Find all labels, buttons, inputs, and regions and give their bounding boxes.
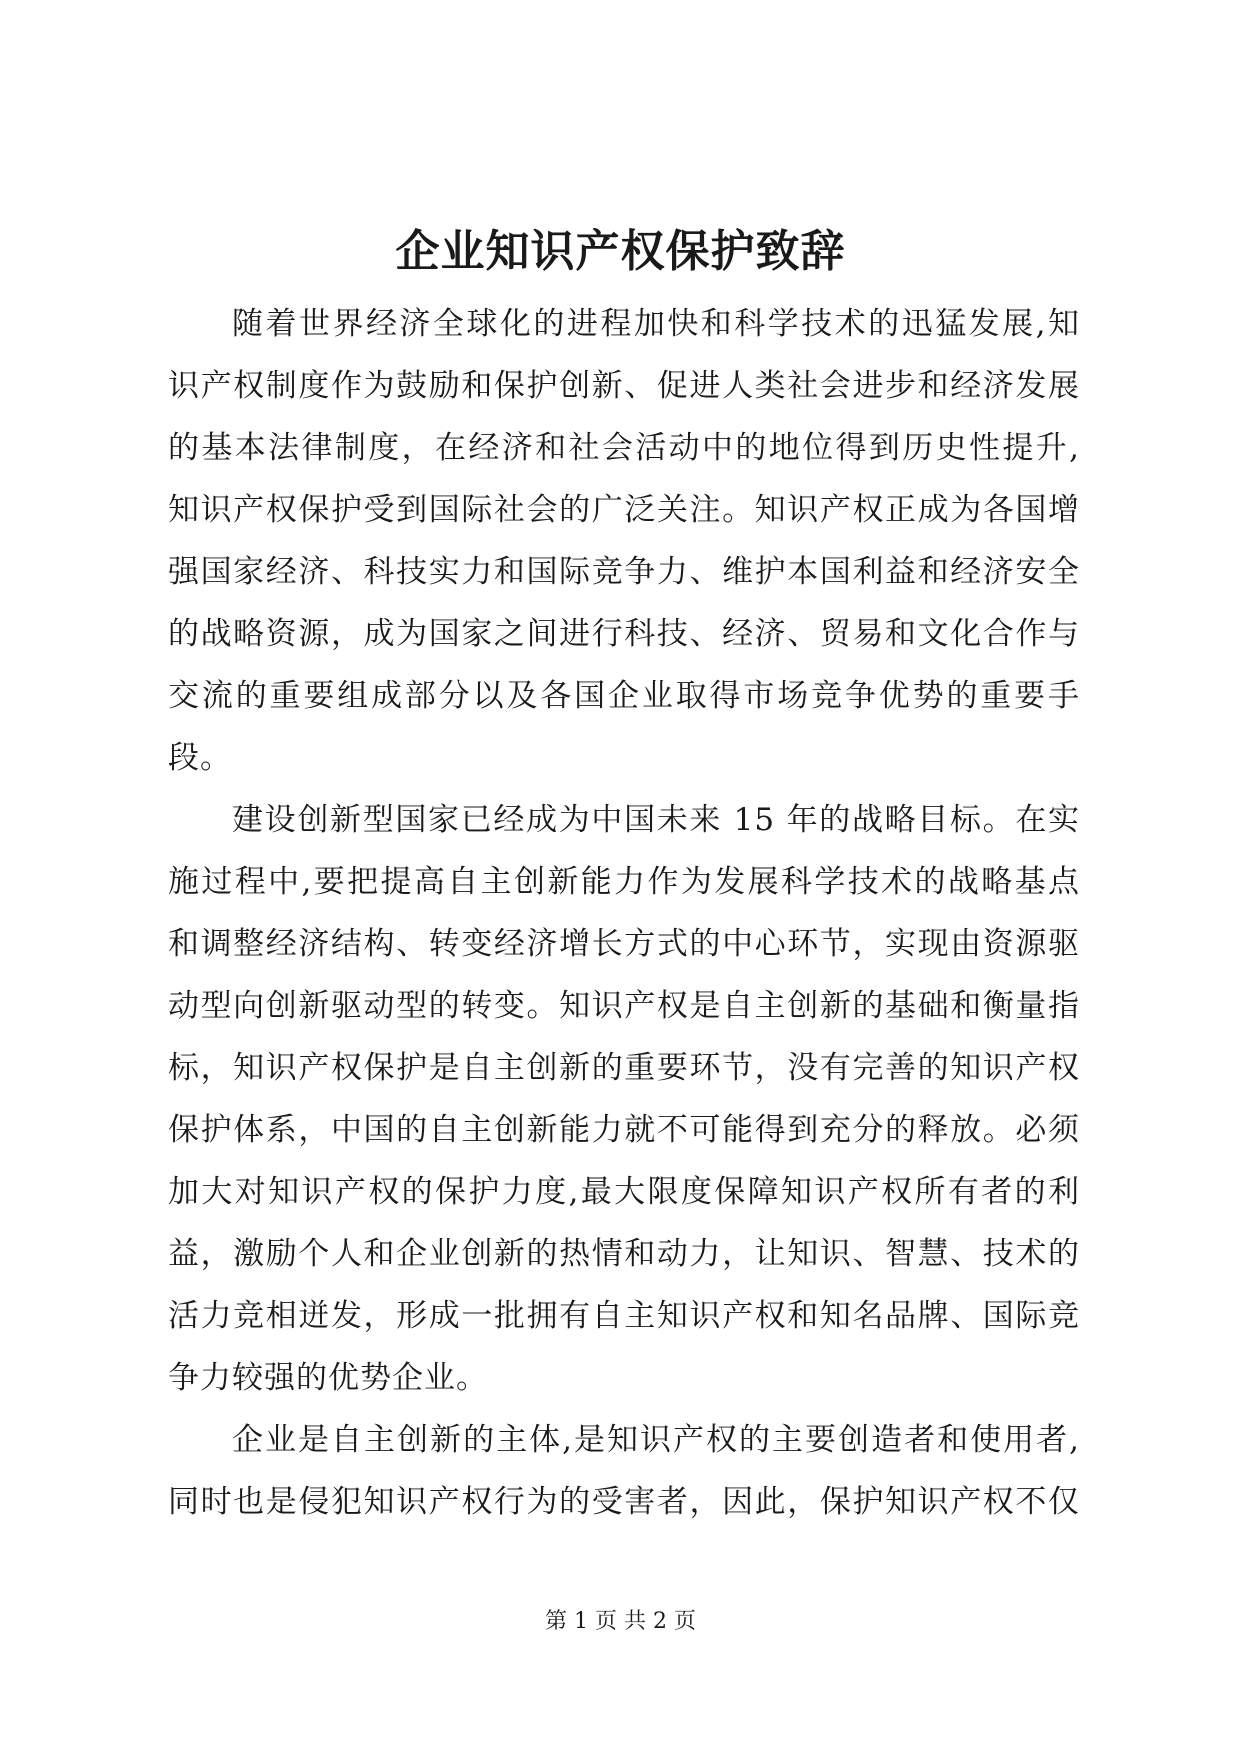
paragraph-line: 益，激励个人和企业创新的热情和动力，让知识、智慧、技术的 <box>168 1236 1080 1272</box>
paragraph-2 <box>168 789 1080 1409</box>
paragraph-line: 同时也是侵犯知识产权行为的受害者，因此，保护知识产权不仅 <box>168 1484 1080 1520</box>
paragraph-line: 的基本法律制度，在经济和社会活动中的地位得到历史性提升, <box>168 430 1080 466</box>
paragraph-line: 的战略资源，成为国家之间进行科技、经济、贸易和文化合作与 <box>168 616 1080 652</box>
paragraph-line: 标，知识产权保护是自主创新的重要环节，没有完善的知识产权 <box>168 1050 1080 1086</box>
paragraph-line: 施过程中,要把提高自主创新能力作为发展科学技术的战略基点 <box>168 864 1080 900</box>
paragraph-line: 加大对知识产权的保护力度,最大限度保障知识产权所有者的利 <box>168 1174 1080 1210</box>
document-title: 企业知识产权保护致辞 <box>395 226 846 277</box>
paragraph-line: 识产权制度作为鼓励和保护创新、促进人类社会进步和经济发展 <box>168 368 1080 404</box>
paragraph-line: 争力较强的优势企业。 <box>168 1360 488 1396</box>
paragraph-line: 建设创新型国家已经成为中国未来 15 年的战略目标。在实 <box>232 802 1080 838</box>
paragraph-line: 强国家经济、科技实力和国际竞争力、维护本国利益和经济安全 <box>168 554 1080 590</box>
paragraph-line: 动型向创新驱动型的转变。知识产权是自主创新的基础和衡量指 <box>168 988 1080 1024</box>
document-body <box>168 293 1080 1533</box>
paragraph-line: 企业是自主创新的主体,是知识产权的主要创造者和使用者, <box>232 1422 1080 1458</box>
paragraph-line: 活力竞相迸发，形成一批拥有自主知识产权和知名品牌、国际竞 <box>168 1298 1080 1334</box>
page-number-footer: 第 1 页 共 2 页 <box>545 1609 696 1634</box>
paragraph-3 <box>168 1409 1080 1533</box>
paragraph-line: 知识产权保护受到国际社会的广泛关注。知识产权正成为各国增 <box>168 492 1080 528</box>
paragraph-1 <box>168 293 1080 789</box>
paragraph-line: 交流的重要组成部分以及各国企业取得市场竞争优势的重要手 <box>168 678 1080 714</box>
paragraph-line: 随着世界经济全球化的进程加快和科学技术的迅猛发展,知 <box>232 306 1080 342</box>
paragraph-line: 和调整经济结构、转变经济增长方式的中心环节，实现由资源驱 <box>168 926 1080 962</box>
paragraph-line: 段。 <box>168 740 232 776</box>
paragraph-line: 保护体系，中国的自主创新能力就不可能得到充分的释放。必须 <box>168 1112 1080 1148</box>
